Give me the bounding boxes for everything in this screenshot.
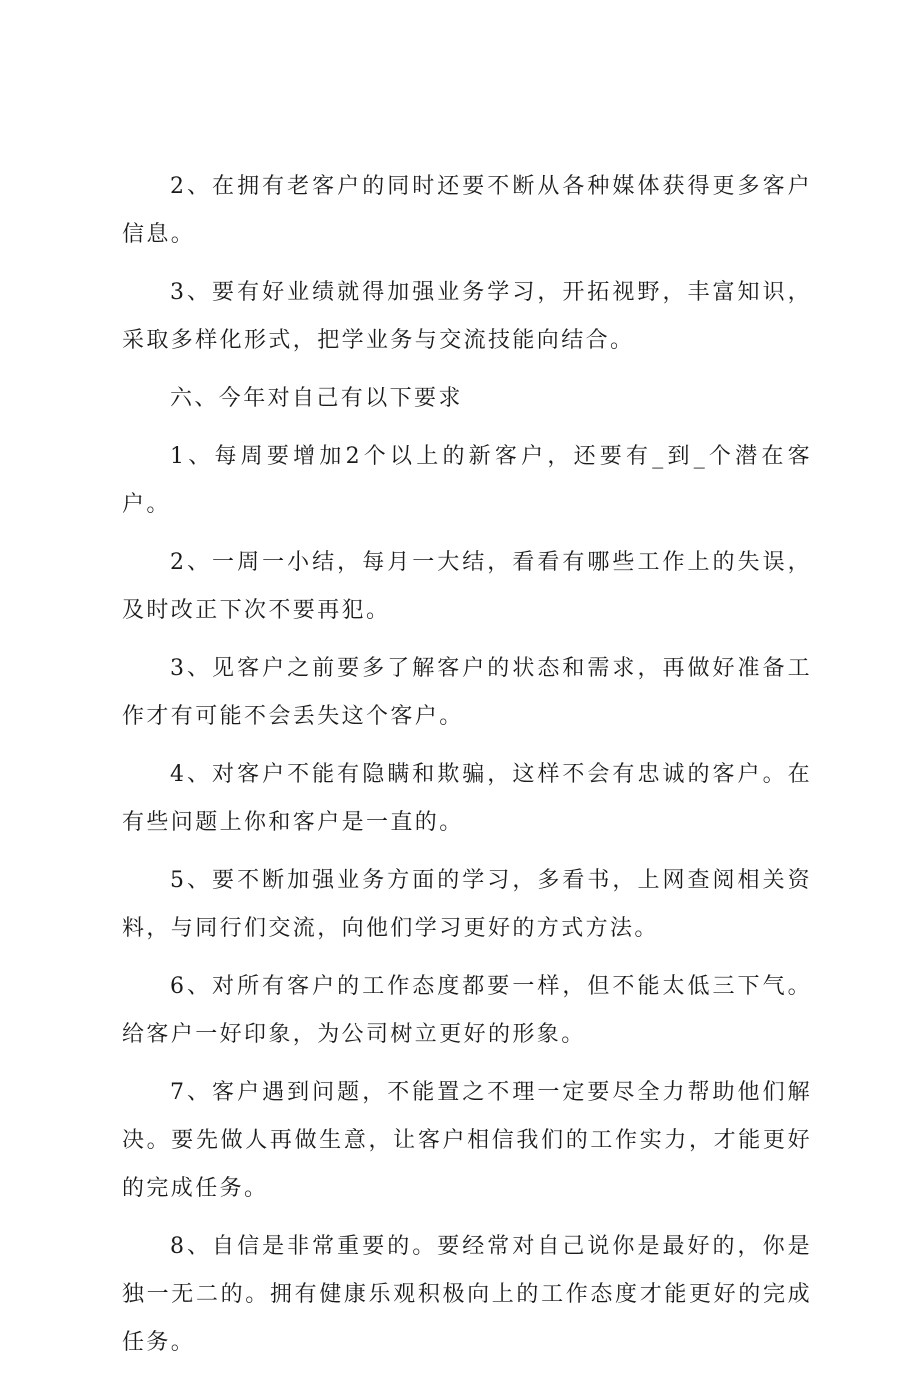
paragraph-7: 5、要不断加强业务方面的学习，多看书，上网查阅相关资料，与同行们交流，向他们学习更好的方式方法。 xyxy=(122,868,812,941)
paragraph-5: 3、见客户之前要多了解客户的状态和需求，再做好准备工作才有可能不会丢失这个客户。 xyxy=(122,656,812,729)
paragraph-9: 7、客户遇到问题，不能置之不理一定要尽全力帮助他们解决。要先做人再做生意，让客户相信我们的工作实力，才能更好的完成任务。 xyxy=(122,1080,812,1201)
paragraph-10: 8、自信是非常重要的。要经常对自己说你是最好的，你是独一无二的。拥有健康乐观积极向上的工作态度才能更好的完成任务。 xyxy=(122,1234,812,1355)
section-heading: 六、今年对自己有以下要求 xyxy=(170,386,463,411)
document-body xyxy=(122,163,812,1377)
paragraph-3: 1、每周要增加2个以上的新客户，还要有_到_个潜在客户。 xyxy=(122,444,812,517)
paragraph-6: 4、对客户不能有隐瞒和欺骗，这样不会有忠诚的客户。在有些问题上你和客户是一直的。 xyxy=(122,762,812,835)
paragraph-4: 2、一周一小结，每月一大结，看看有哪些工作上的失误，及时改正下次不要再犯。 xyxy=(122,550,812,623)
paragraph-2: 3、要有好业绩就得加强业务学习，开拓视野，丰富知识，采取多样化形式，把学业务与交流技能向结合。 xyxy=(122,280,812,353)
paragraph-8: 6、对所有客户的工作态度都要一样，但不能太低三下气。给客户一好印象，为公司树立更好的形象。 xyxy=(122,974,812,1047)
paragraph-1: 2、在拥有老客户的同时还要不断从各种媒体获得更多客户信息。 xyxy=(122,174,812,247)
